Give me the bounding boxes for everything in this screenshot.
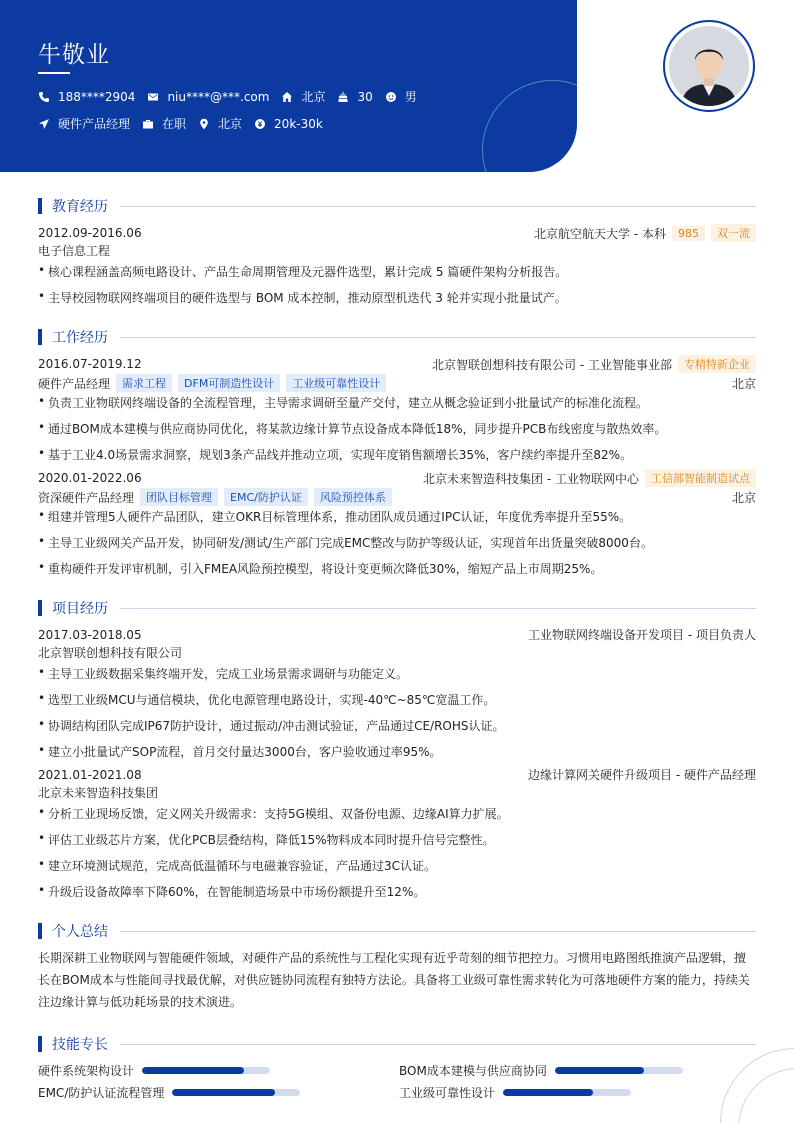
bullet-text: 选型工业级MCU与通信模块，优化电源管理电路设计，实现-40℃~85℃宽温工作。 xyxy=(48,693,496,707)
education-school-group xyxy=(534,224,756,242)
list-item: • 建立小批量试产SOP流程，首月交付量达3000台，客户验收通过率95%。 xyxy=(38,743,442,759)
money-icon xyxy=(254,118,266,130)
education-date: 2012.09-2016.06 xyxy=(38,226,142,240)
list-item: • 协调结构团队完成IP67防护设计，通过振动/冲击测试验证，产品通过CE/ROHS认证。 xyxy=(38,717,505,733)
section-divider xyxy=(120,931,756,932)
section-divider xyxy=(120,206,756,207)
project-name: 边缘计算网关硬件升级项目 - 硬件产品经理 xyxy=(528,768,756,782)
section-marker xyxy=(38,198,42,214)
skill-level-bar xyxy=(142,1067,270,1074)
skill-level-fill xyxy=(503,1089,593,1096)
project-name: 工业物联网终端设备开发项目 - 项目负责人 xyxy=(528,628,756,642)
work-title: 硬件产品经理 xyxy=(38,376,111,391)
target-city-item xyxy=(198,115,242,132)
skill-level-fill xyxy=(555,1067,645,1074)
salary-range: 20k-30k xyxy=(274,116,323,131)
bullet-text: 负责工业物联网终端设备的全流程管理，主导需求调研至量产交付，建立从概念验证到小批量试产的标准化流程。 xyxy=(48,396,649,410)
email-address: niu****@***.com xyxy=(167,89,270,104)
project-company: 北京智联创想科技有限公司 xyxy=(38,646,183,660)
list-item: • 组建并管理5人硬件产品团队，建立OKR目标管理体系，推动团队成员通过IPC认证，年度优秀率提升至55%。 xyxy=(38,508,632,524)
skills-section-title xyxy=(38,1034,756,1054)
company-badge: 工信部智能制造试点 xyxy=(645,469,756,487)
skill-name: EMC/防护认证流程管理 xyxy=(38,1086,165,1100)
bullet-text: 建立环境测试规范，完成高低温循环与电磁兼容验证，产品通过3C认证。 xyxy=(48,859,437,873)
skill-level-bar xyxy=(555,1067,683,1074)
project-company: 北京未来智造科技集团 xyxy=(38,786,159,800)
work-city: 北京 xyxy=(731,376,756,391)
bullet-text: 建立小批量试产SOP流程，首月交付量达3000台，客户验收通过率95%。 xyxy=(48,745,442,759)
section-divider xyxy=(120,1044,756,1045)
section-label: 技能专长 xyxy=(52,1037,108,1053)
age: 30 xyxy=(357,89,373,104)
section-marker xyxy=(38,1036,42,1052)
target-city: 北京 xyxy=(218,117,243,131)
skill-item xyxy=(38,1062,270,1079)
project-entry-header xyxy=(38,766,756,783)
age-item xyxy=(337,90,372,104)
skill-level-bar xyxy=(172,1089,300,1096)
location-pin-icon xyxy=(198,118,210,130)
project-entry-header xyxy=(38,626,756,643)
section-divider xyxy=(120,608,756,609)
list-item: • 分析工业现场反馈，定义网关升级需求：支持5G模组、双备份电源、边缘AI算力扩展。 xyxy=(38,805,509,821)
candidate-name: 牛敬业 xyxy=(38,42,110,68)
school-badge: 985 xyxy=(672,226,705,241)
phone-number: 188****2904 xyxy=(58,89,136,104)
work-company-group xyxy=(432,355,756,373)
bullet-text: 基于工业4.0场景需求洞察，规划3条产品线并推动立项，实现年度销售额增长35%，客户续约率提升至82%。 xyxy=(48,448,633,462)
section-marker xyxy=(38,600,42,616)
gender-icon xyxy=(385,91,397,103)
section-label: 个人总结 xyxy=(52,924,108,940)
skill-level-fill xyxy=(142,1067,244,1074)
section-label: 项目经历 xyxy=(52,601,108,617)
skill-name: BOM成本建模与供应商协同 xyxy=(399,1064,547,1078)
skill-name: 工业级可靠性设计 xyxy=(399,1086,496,1100)
email-item xyxy=(147,90,269,104)
list-item: • 建立环境测试规范，完成高低温循环与电磁兼容验证，产品通过3C认证。 xyxy=(38,857,437,873)
work-role-row xyxy=(38,488,756,506)
skill-item xyxy=(399,1062,683,1079)
work-entry-header xyxy=(38,469,756,487)
bullet-text: 组建并管理5人硬件产品团队，建立OKR目标管理体系，推动团队成员通过IPC认证，年度优秀率提升至55%。 xyxy=(48,510,632,524)
school-badge: 双一流 xyxy=(711,224,756,242)
section-label: 工作经历 xyxy=(52,330,108,346)
work-date: 2016.07-2019.12 xyxy=(38,357,142,371)
section-divider xyxy=(120,337,756,338)
skill-item xyxy=(399,1084,631,1101)
education-entry-header xyxy=(38,224,756,242)
list-item: • 基于工业4.0场景需求洞察，规划3条产品线并推动立项，实现年度销售额增长35%，客户续约率提升至82%。 xyxy=(38,446,633,462)
contact-row xyxy=(38,88,429,105)
project-date: 2021.01-2021.08 xyxy=(38,767,142,782)
skill-name: 硬件系统架构设计 xyxy=(38,1064,135,1078)
summary-text: 长期深耕工业物联网与智能硬件领域，对硬件产品的系统性与工程化实现有近乎苛刻的细节把控力。习惯用电路图纸推演产品逻辑，擅长在BOM成本与性能间寻找最优解，对供应链协同流程有独特方法论。具备将工业级可靠性需求转化为可落地硬件方案的能力，持续关注边缘计算与低功耗场景的技术演进。 xyxy=(38,951,750,1009)
decorative-ring xyxy=(482,80,577,172)
avatar-frame xyxy=(663,20,755,112)
job-intent-row xyxy=(38,115,335,132)
skill-tag: 工业级可靠性设计 xyxy=(286,374,386,392)
list-item: • 重构硬件开发评审机制，引入FMEA风险预控模型，将设计变更频次降低30%，缩短产品上市周期25%。 xyxy=(38,560,603,576)
city-item xyxy=(281,88,325,105)
education-major: 电子信息工程 xyxy=(38,244,111,258)
bullet-text: 分析工业现场反馈，定义网关升级需求：支持5G模组、双备份电源、边缘AI算力扩展。 xyxy=(48,807,509,821)
target-position: 硬件产品经理 xyxy=(58,117,131,131)
list-item: • 主导校园物联网终端项目的硬件选型与 BOM 成本控制，推动原型机迭代 3 轮并实现小批量试产。 xyxy=(38,289,567,305)
education-school: 北京航空航天大学 - 本科 xyxy=(534,226,666,241)
work-role-group xyxy=(38,488,392,506)
salary-item xyxy=(254,117,323,131)
bullet-text: 评估工业级芯片方案，优化PCB层叠结构，降低15%物料成本同时提升信号完整性。 xyxy=(48,833,495,847)
skill-tag: 风险预控体系 xyxy=(314,488,392,506)
phone-item xyxy=(38,90,135,104)
gender: 男 xyxy=(404,90,417,104)
section-marker xyxy=(38,329,42,345)
work-title: 资深硬件产品经理 xyxy=(38,490,135,505)
list-item: • 评估工业级芯片方案，优化PCB层叠结构，降低15%物料成本同时提升信号完整性。 xyxy=(38,831,495,847)
list-item: • 升级后设备故障率下降60%，在智能制造场景中市场份额提升至12%。 xyxy=(38,883,426,899)
work-section-title xyxy=(38,327,756,347)
bullet-text: 协调结构团队完成IP67防护设计，通过振动/冲击测试验证，产品通过CE/ROHS认证。 xyxy=(48,719,505,733)
list-item: • 主导工业级网关产品开发，协同研发/测试/生产部门完成EMC整改与防护等级认证，实现首年出货量突破8000台。 xyxy=(38,534,653,550)
phone-icon xyxy=(38,91,50,103)
list-item: • 通过BOM成本建模与供应商协同优化，将某款边缘计算节点设备成本降低18%，同步提升PCB布线密度与散热效率。 xyxy=(38,420,667,436)
section-label: 教育经历 xyxy=(52,199,108,215)
skill-level-fill xyxy=(172,1089,274,1096)
cake-icon xyxy=(337,91,349,103)
skill-tag: EMC/防护认证 xyxy=(224,488,308,506)
work-city: 北京 xyxy=(731,490,756,505)
list-item: • 选型工业级MCU与通信模块，优化电源管理电路设计，实现-40℃~85℃宽温工作。 xyxy=(38,691,496,707)
work-company: 北京未来智造科技集团 - 工业物联网中心 xyxy=(423,471,639,486)
bullet-text: 重构硬件开发评审机制，引入FMEA风险预控模型，将设计变更频次降低30%，缩短产品上市周期25%。 xyxy=(48,562,603,576)
education-section-title xyxy=(38,196,756,216)
skill-tag: DFM可制造性设计 xyxy=(178,374,280,392)
job-status: 在职 xyxy=(162,117,187,131)
skill-item xyxy=(38,1084,300,1101)
briefcase-icon xyxy=(142,118,154,130)
project-date: 2017.03-2018.05 xyxy=(38,627,142,642)
bullet-text: 核心课程涵盖高频电路设计、产品生命周期管理及元器件选型，累计完成 5 篇硬件架构分析报告。 xyxy=(48,265,568,279)
work-entry-header xyxy=(38,355,756,373)
work-date: 2020.01-2022.06 xyxy=(38,471,142,485)
skill-tag: 需求工程 xyxy=(116,374,172,392)
status-item xyxy=(142,115,186,132)
bullet-text: 通过BOM成本建模与供应商协同优化，将某款边缘计算节点设备成本降低18%，同步提升PCB布线密度与散热效率。 xyxy=(48,422,667,436)
section-marker xyxy=(38,923,42,939)
bullet-text: 升级后设备故障率下降60%，在智能制造场景中市场份额提升至12%。 xyxy=(48,885,426,899)
mail-icon xyxy=(147,91,159,103)
name-underline xyxy=(38,72,70,74)
work-role-row xyxy=(38,374,756,392)
skill-tag: 团队目标管理 xyxy=(140,488,218,506)
position-item xyxy=(38,115,130,132)
bullet-text: 主导工业级数据采集终端开发，完成工业场景需求调研与功能定义。 xyxy=(48,667,409,681)
summary-section-title xyxy=(38,921,756,941)
home-icon xyxy=(281,91,293,103)
list-item: • 负责工业物联网终端设备的全流程管理，主导需求调研至量产交付，建立从概念验证到小批量试产的标准化流程。 xyxy=(38,394,649,410)
skill-level-bar xyxy=(503,1089,631,1096)
bullet-text: 主导校园物联网终端项目的硬件选型与 BOM 成本控制，推动原型机迭代 3 轮并实现小批量试产。 xyxy=(48,291,567,305)
company-badge: 专精特新企业 xyxy=(678,355,756,373)
work-role-group xyxy=(38,374,386,392)
bullet-text: 主导工业级网关产品开发，协同研发/测试/生产部门完成EMC整改与防护等级认证，实现首年出货量突破8000台。 xyxy=(48,536,653,550)
gender-item xyxy=(385,88,417,105)
header-banner xyxy=(0,0,577,172)
avatar xyxy=(669,26,749,106)
work-company: 北京智联创想科技有限公司 - 工业智能事业部 xyxy=(432,357,672,372)
project-section-title xyxy=(38,598,756,618)
city: 北京 xyxy=(301,90,326,104)
send-icon xyxy=(38,118,50,130)
list-item: • 核心课程涵盖高频电路设计、产品生命周期管理及元器件选型，累计完成 5 篇硬件架构分析报告。 xyxy=(38,263,568,279)
work-company-group xyxy=(423,469,756,487)
list-item: • 主导工业级数据采集终端开发，完成工业场景需求调研与功能定义。 xyxy=(38,665,409,681)
